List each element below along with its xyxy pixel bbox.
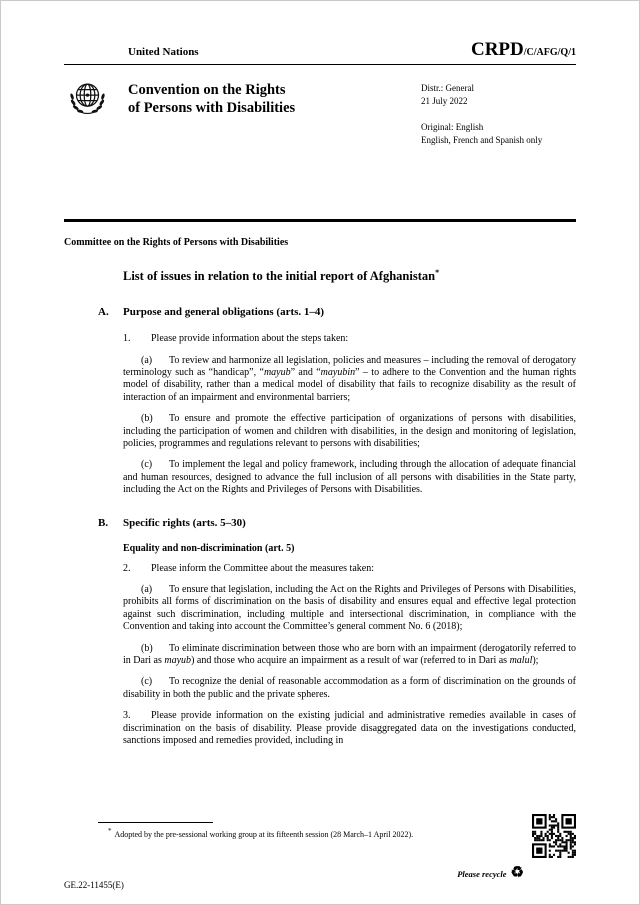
subparagraph-text: To eliminate discrimination between those who are born with an impairment (derogatorily referred to in Dari as mayub) and those who acquire an impairment as a result of war (referred to in Dari as malul); — [123, 642, 576, 667]
document-meta — [421, 76, 576, 147]
subparagraph-label: (c) — [141, 676, 153, 688]
subparagraph-2a — [123, 584, 576, 634]
subheading-equality: Equality and non-discrimination (art. 5) — [123, 542, 295, 554]
paragraph-2 — [123, 563, 576, 575]
subparagraph-1a — [123, 355, 576, 405]
section-heading-b — [98, 517, 576, 529]
document-title — [123, 265, 576, 284]
page-bottom — [64, 822, 576, 890]
original-language: Original: English — [421, 122, 484, 132]
document-date: 21 July 2022 — [421, 96, 468, 106]
paragraph-1 — [123, 333, 576, 345]
footnote-text: Adopted by the pre-sessional working group at its fifteenth session (28 March–1 April 2022). — [114, 830, 414, 839]
document-title-text: List of issues in relation to the initial report of Afghanistan — [123, 269, 436, 284]
languages-note: English, French and Spanish only — [421, 135, 543, 145]
paragraph-text: Please inform the Committee about the measures taken: — [151, 562, 374, 574]
footnote-divider — [98, 822, 213, 823]
footnote — [108, 826, 466, 840]
document-symbol — [471, 39, 576, 61]
paragraph-number: 1. — [123, 333, 131, 345]
subparagraph-1b — [123, 413, 576, 450]
subparagraph-label: (c) — [141, 459, 153, 471]
subparagraph-label: (a) — [141, 584, 153, 596]
convention-title — [128, 76, 421, 117]
section-heading-text: Specific rights (arts. 5–30) — [123, 516, 246, 529]
document-symbol-main: CRPD — [470, 39, 524, 60]
section-heading-text: Purpose and general obligations (arts. 1–4) — [123, 306, 325, 319]
subparagraph-label: (b) — [141, 642, 153, 654]
subparagraph-label: (b) — [141, 413, 153, 425]
title-divider — [64, 219, 576, 222]
masthead — [64, 39, 576, 61]
qr-code — [532, 814, 576, 858]
subparagraph-2c — [123, 676, 576, 701]
subparagraph-text: To recognize the denial of reasonable accommodation as a form of discrimination on the grounds of disability in both the public and the private spheres. — [123, 676, 576, 700]
un-emblem — [64, 76, 111, 128]
committee-name: Committee on the Rights of Persons with Disabilities — [64, 237, 289, 248]
section-letter: A. — [98, 306, 109, 319]
header-divider — [64, 64, 576, 65]
footnote-marker: * — [108, 827, 112, 836]
recycle-label: Please recycle — [457, 868, 507, 879]
title-footnote-ref: * — [435, 268, 440, 277]
distribution: Distr.: General — [421, 83, 474, 93]
subparagraph-label: (a) — [141, 354, 153, 366]
paragraph-text: Please provide information about the steps taken: — [151, 333, 349, 345]
subparagraph-text: To ensure and promote the effective participation of organizations of persons with disabilities, including the participation of women and children with disabilities, in the design and monitoring of legislation, policies, programmes and regulations relevant to persons with disabilities; — [123, 413, 576, 449]
subparagraph-text: To ensure that legislation, including the Act on the Rights and Privileges of Persons with Disabilities, prohibits all forms of discrimination on the basis of disability and ensures equal and effective legal protection against such discrimination, including multiple and intersectional discrimination, in compliance with the Convention and taking into account the Committee’s general comment No. 6 (2018); — [123, 584, 576, 633]
page-footer — [64, 866, 576, 890]
subparagraph-1c — [123, 459, 576, 496]
org-name: United Nations — [128, 46, 199, 58]
subparagraph-2b — [123, 643, 576, 668]
convention-title-line2: of Persons with Disabilities — [128, 100, 296, 116]
section-letter: B. — [98, 516, 109, 529]
subparagraph-text: To review and harmonize all legislation, policies and measures – including the removal of derogatory terminology such as “handicap”, “mayub” and “mayubin” – to adhere to the Convention and the human rights model of disability, rather than a medical model of disability that fails to recognize disability as the result of interaction of an impairment and environmental barriers; — [123, 354, 576, 403]
ge-number: GE.22-11455(E) — [64, 880, 124, 890]
paragraph-number: 3. — [123, 710, 131, 722]
paragraph-3 — [123, 710, 576, 747]
section-heading-a — [98, 306, 576, 318]
paragraph-number: 2. — [123, 562, 131, 574]
document-symbol-rest: /C/AFG/Q/1 — [523, 47, 576, 58]
recycle-icon: ♻ — [510, 865, 524, 881]
un-emblem-icon — [64, 76, 111, 123]
recycle-note — [457, 866, 524, 881]
paragraph-text: Please provide information on the existing judicial and administrative remedies available in cases of discrimination on the basis of disability. Please provide disaggregated data on the investigations conducted, sanctions imposed and remedies provided, including in — [123, 710, 576, 747]
header — [64, 76, 576, 147]
subparagraph-text: To implement the legal and policy framework, including through the allocation of adequate financial and human resources, designed to advance the full inclusion of all persons with disabilities in the State party, including the Act on the Rights and Privileges of Persons with Disabilities. — [123, 459, 576, 496]
convention-title-line1: Convention on the Rights — [128, 82, 286, 98]
